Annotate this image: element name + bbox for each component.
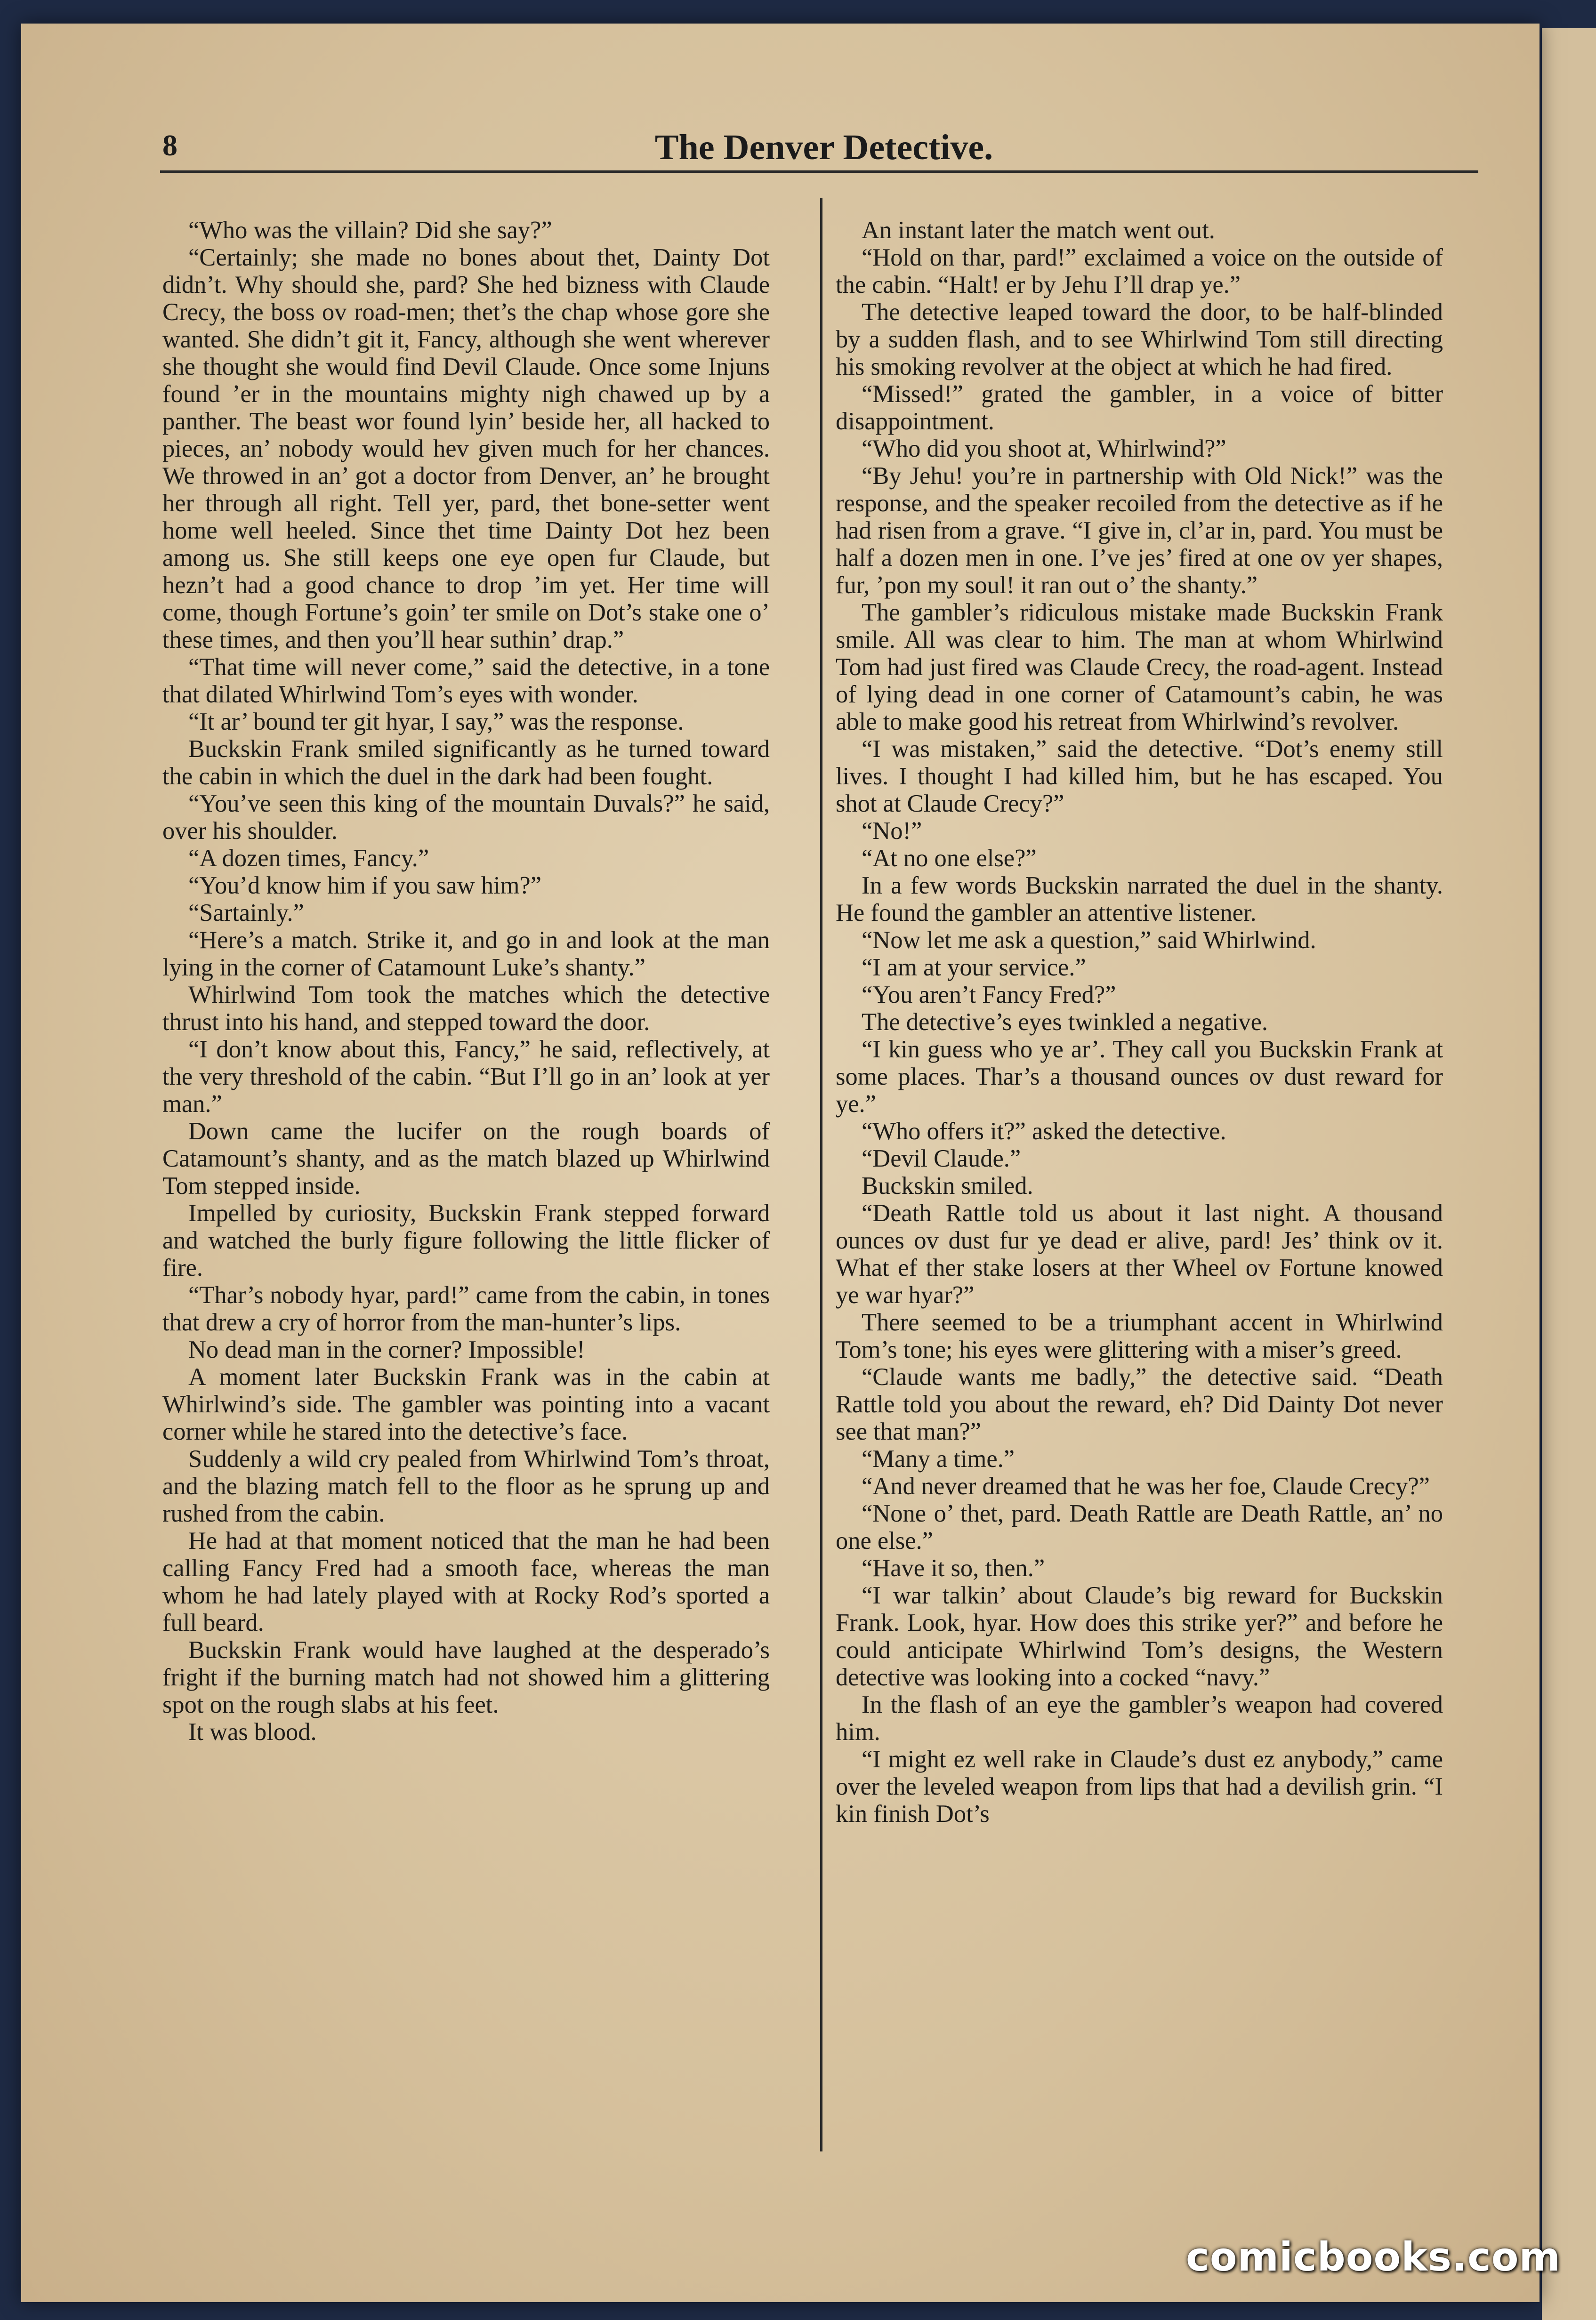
paragraph: “And never dreamed that he was her foe, Claude Crecy?” (862, 1473, 1430, 1500)
page-header (141, 118, 1507, 174)
paragraph: Suddenly a wild cry pealed from Whirlwind Tom’s throat, and the blazing match fell to the floor as he sprung up and rushed from the cabin. (162, 1445, 770, 1527)
paragraph: The detective’s eyes twinkled a negative. (862, 1008, 1268, 1036)
page-number: 8 (162, 129, 177, 162)
paragraph: The detective leaped toward the door, to be half-blinded by a sudden flash, and to see Whirlwind Tom still directing his smoking revolver at the object at which he had fired. (836, 298, 1443, 380)
paragraph: “Missed!” grated the gambler, in a voice of bitter disappointment. (836, 380, 1443, 435)
paragraph: “I war talkin’ about Claude’s big reward for Buckskin Frank. Look, hyar. How does this strike yer?” and before he could anticipate Whirlwind Tom’s designs, the Western detective was looking into a cocked “navy.” (836, 1582, 1443, 1691)
paragraph: He had at that moment noticed that the man he had been calling Fancy Fred had a smooth face, whereas the man whom he had lately played with at Rocky Rod’s sported a full beard. (162, 1527, 770, 1636)
paragraph: Buckskin smiled. (862, 1172, 1033, 1200)
paragraph: “I kin guess who ye ar’. They call you Buckskin Frank at some places. Thar’s a thousand ounces ov dust reward for ye.” (836, 1036, 1443, 1118)
paragraph: Buckskin Frank would have laughed at the desperado’s fright if the burning match had not showed him a glittering spot on the rough slabs at his feet. (162, 1636, 770, 1718)
paragraph: “A dozen times, Fancy.” (188, 845, 429, 872)
right-column-text (836, 217, 1443, 2184)
paragraph: “Hold on thar, pard!” exclaimed a voice on the outside of the cabin. “Halt! er by Jehu I’ll drap ye.” (836, 244, 1443, 298)
paragraph: In a few words Buckskin narrated the duel in the shanty. He found the gambler an attentive listener. (836, 872, 1443, 926)
paragraph: “At no one else?” (862, 845, 1037, 872)
paragraph: “Have it so, then.” (862, 1555, 1045, 1582)
paragraph: “You’d know him if you saw him?” (188, 872, 542, 899)
paragraph: “Claude wants me badly,” the detective said. “Death Rattle told you about the reward, eh? Did Dainty Dot never see that man?” (836, 1363, 1443, 1445)
paragraph: “Certainly; she made no bones about thet, Dainty Dot didn’t. Why should she, pard? She hed bizness with Claude Crecy, the boss ov road-men; thet’s the chap whose gore she wanted. She didn’t git it, Fancy, although she went wherever she thought she would find Devil Claude. Once some Injuns found ’er in the mountains mighty nigh chawed up by a panther. The beast wor found lyin’ beside her, all hacked to pieces, an’ nobody would hev given much for her chances. We throwed in an’ got a doctor from Denver, an’ he brought her through all right. Tell yer, pard, thet bone-setter went home well heeled. Since thet time Dainty Dot hez been among us. She still keeps one eye open fur Claude, but hezn’t had a good chance to drop ’im yet. Her time will come, though Fortune’s goin’ ter smile on Dot’s stake one o’ these times, and then you’ll hear suthin’ drap.” (162, 244, 770, 653)
paragraph: Impelled by curiosity, Buckskin Frank stepped forward and watched the burly figure following the little flicker of fire. (162, 1200, 770, 1281)
paragraph: “You’ve seen this king of the mountain Duvals?” he said, over his shoulder. (162, 790, 770, 845)
paragraph: In the flash of an eye the gambler’s weapon had covered him. (836, 1691, 1443, 1746)
paragraph: “Thar’s nobody hyar, pard!” came from the cabin, in tones that drew a cry of horror from the man-hunter’s lips. (162, 1281, 770, 1336)
paragraph: It was blood. (188, 1718, 317, 1746)
paragraph: An instant later the match went out. (862, 217, 1215, 244)
paragraph: “I am at your service.” (862, 954, 1086, 981)
paragraph: “Death Rattle told us about it last night. A thousand ounces ov dust fur ye dead er alive, pard! Jes’ think ov it. What ef ther stake losers at ther Wheel ov Fortune knowed ye war hyar?” (836, 1200, 1443, 1309)
site-watermark: comicbooks.com (1186, 2234, 1561, 2280)
left-column-text (162, 217, 770, 2184)
paragraph: “That time will never come,” said the detective, in a tone that dilated Whirlwind Tom’s eyes with wonder. (162, 653, 770, 708)
paragraph: “Who offers it?” asked the detective. (862, 1118, 1226, 1145)
paragraph: “I don’t know about this, Fancy,” he said, reflectively, at the very threshold of the cabin. “But I’ll go in an’ look at yer man.” (162, 1036, 770, 1118)
paragraph: Buckskin Frank smiled significantly as he turned toward the cabin in which the duel in the dark had been fought. (162, 735, 770, 790)
paragraph: “Devil Claude.” (862, 1145, 1021, 1172)
paragraph: “Sartainly.” (188, 899, 304, 926)
paragraph: “Who did you shoot at, Whirlwind?” (862, 435, 1226, 462)
paragraph: “No!” (862, 817, 922, 845)
adjacent-page-edge (1542, 28, 1596, 2320)
paragraph: The gambler’s ridiculous mistake made Buckskin Frank smile. All was clear to him. The man at whom Whirlwind Tom had just fired was Claude Crecy, the road-agent. Instead of lying dead in one corner of Catamount’s cabin, he was able to make good his retreat from Whirlwind’s revolver. (836, 599, 1443, 735)
paragraph: “I might ez well rake in Claude’s dust ez anybody,” came over the leveled weapon from lips that had a devilish grin. “I kin finish Dot’s (836, 1746, 1443, 1828)
running-title: The Denver Detective. (654, 128, 993, 167)
paragraph: “I was mistaken,” said the detective. “Dot’s enemy still lives. I thought I had killed him, but he has escaped. You shot at Claude Crecy?” (836, 735, 1443, 817)
header-rule (160, 170, 1478, 173)
paragraph: “Who was the villain? Did she say?” (188, 217, 552, 244)
paragraph: “It ar’ bound ter git hyar, I say,” was the response. (188, 708, 684, 735)
paragraph: “Here’s a match. Strike it, and go in and look at the man lying in the corner of Catamount Luke’s shanty.” (162, 926, 770, 981)
paragraph: “Now let me ask a question,” said Whirlwind. (862, 926, 1316, 954)
paragraph: Down came the lucifer on the rough boards of Catamount’s shanty, and as the match blazed up Whirlwind Tom stepped inside. (162, 1118, 770, 1200)
paragraph: “By Jehu! you’re in partnership with Old Nick!” was the response, and the speaker recoiled from the detective as if he had risen from a grave. “I give in, cl’ar in, pard. You must be half a dozen men in one. I’ve jes’ fired at one ov yer shapes, fur, ’pon my soul! it ran out o’ the shanty.” (836, 462, 1443, 599)
column-divider (820, 198, 822, 2151)
paragraph: No dead man in the corner? Impossible! (188, 1336, 585, 1363)
paragraph: “None o’ thet, pard. Death Rattle are Death Rattle, an’ no one else.” (836, 1500, 1443, 1555)
paragraph: “Many a time.” (862, 1445, 1015, 1473)
paragraph: A moment later Buckskin Frank was in the cabin at Whirlwind’s side. The gambler was pointing into a vacant corner while he stared into the detective’s face. (162, 1363, 770, 1445)
paragraph: There seemed to be a triumphant accent in Whirlwind Tom’s tone; his eyes were glittering with a miser’s greed. (836, 1309, 1443, 1363)
paragraph: “You aren’t Fancy Fred?” (862, 981, 1116, 1008)
paragraph: Whirlwind Tom took the matches which the detective thrust into his hand, and stepped toward the door. (162, 981, 770, 1036)
